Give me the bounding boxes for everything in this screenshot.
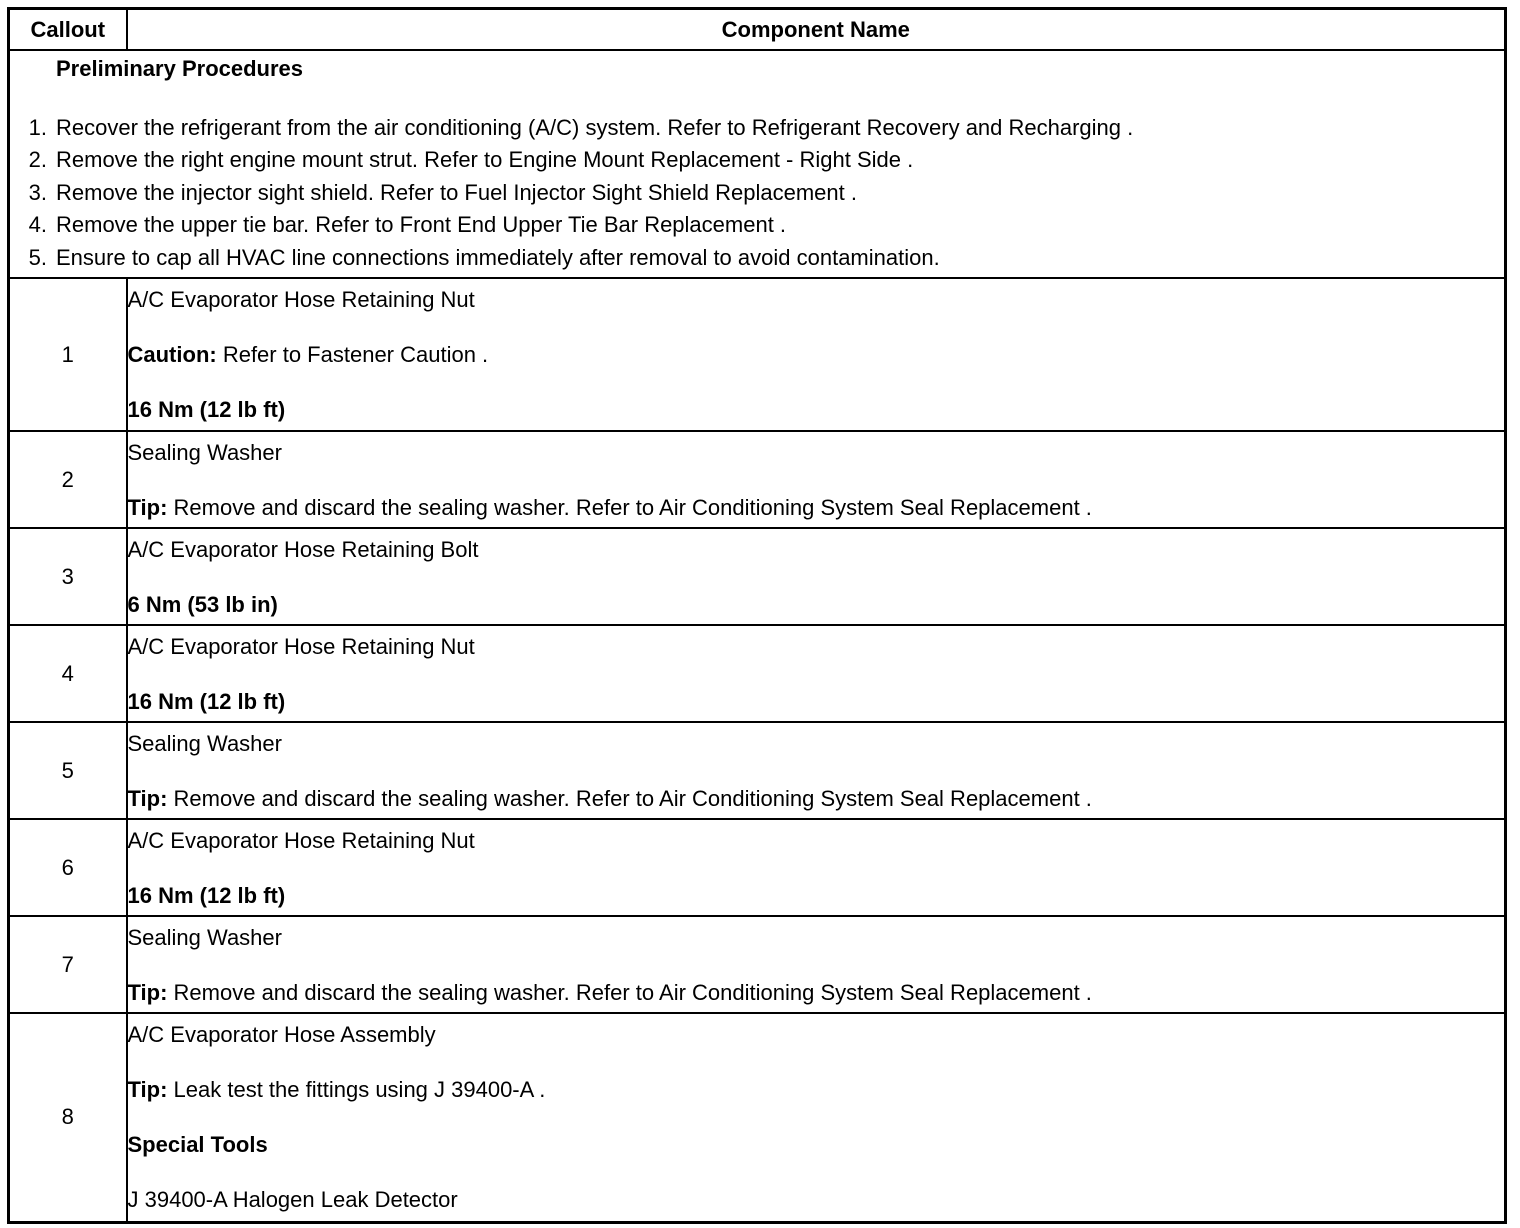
callout-number: 8 — [9, 1013, 127, 1222]
component-name: A/C Evaporator Hose Retaining Nut — [127, 633, 475, 659]
step-number: 3. — [28, 179, 47, 205]
tip-note — [128, 785, 1505, 812]
table-row — [9, 278, 1506, 431]
tip-label: Tip: — [127, 979, 168, 1005]
component-cell — [127, 722, 1506, 819]
torque-spec — [128, 688, 1505, 715]
torque-spec — [128, 591, 1505, 618]
tip-label: Tip: — [127, 494, 168, 520]
step-number: 1. — [28, 114, 47, 140]
tip-label: Tip: — [127, 785, 168, 811]
component-cell — [127, 1013, 1506, 1222]
step-number: 4. — [28, 212, 47, 238]
special-tool-item: J 39400-A Halogen Leak Detector — [127, 1187, 458, 1213]
component-name: A/C Evaporator Hose Assembly — [127, 1022, 436, 1048]
tip-label: Tip: — [127, 1077, 168, 1103]
torque-value: 6 Nm (53 lb in) — [127, 591, 278, 617]
component-name: A/C Evaporator Hose Retaining Nut — [127, 287, 475, 312]
tip-note — [128, 1076, 1505, 1103]
special-tools-heading — [128, 1131, 1505, 1158]
torque-spec — [128, 396, 1505, 423]
caution-note — [128, 341, 1505, 368]
list-item — [10, 177, 1504, 210]
preliminary-procedures — [9, 50, 1506, 278]
header-row — [9, 9, 1506, 51]
tip-text: Remove and discard the sealing washer. Refer to Air Conditioning System Seal Replacement . — [167, 979, 1092, 1005]
callout-number: 6 — [9, 819, 127, 916]
component-table — [7, 7, 1507, 1224]
tip-note — [128, 979, 1505, 1006]
caution-text: Refer to Fastener Caution . — [216, 342, 489, 367]
table-row — [9, 528, 1506, 625]
tip-text: Remove and discard the sealing washer. Refer to Air Conditioning System Seal Replacement . — [167, 494, 1092, 520]
torque-value: 16 Nm (12 lb ft) — [127, 882, 286, 908]
preliminary-steps — [10, 112, 1504, 275]
step-text: Remove the upper tie bar. Refer to Front End Upper Tie Bar Replacement . — [56, 212, 787, 238]
list-item — [10, 242, 1504, 275]
component-cell — [127, 819, 1506, 916]
step-number: 2. — [28, 147, 47, 173]
torque-value: 16 Nm (12 lb ft) — [127, 397, 286, 422]
callout-number: 3 — [9, 528, 127, 625]
tip-text: Leak test the fittings using J 39400-A . — [167, 1077, 546, 1103]
table-row — [9, 819, 1506, 916]
component-name: Sealing Washer — [127, 924, 282, 950]
callout-number: 5 — [9, 722, 127, 819]
callout-number: 7 — [9, 916, 127, 1013]
component-name-header: Component Name — [127, 9, 1506, 51]
tip-note — [128, 494, 1505, 521]
step-number: 5. — [28, 244, 47, 270]
component-name: A/C Evaporator Hose Retaining Nut — [127, 827, 475, 853]
list-item — [10, 112, 1504, 145]
component-cell — [127, 431, 1506, 528]
callout-header: Callout — [9, 9, 127, 51]
step-text: Remove the right engine mount strut. Refer to Engine Mount Replacement - Right Side . — [56, 147, 914, 173]
caution-label: Caution: — [127, 342, 217, 367]
component-cell — [127, 916, 1506, 1013]
torque-value: 16 Nm (12 lb ft) — [127, 688, 286, 714]
table-row — [9, 431, 1506, 528]
list-item — [10, 144, 1504, 177]
table-row — [9, 916, 1506, 1013]
table-row — [9, 625, 1506, 722]
tip-text: Remove and discard the sealing washer. Refer to Air Conditioning System Seal Replacement . — [167, 785, 1092, 811]
step-text: Remove the injector sight shield. Refer to Fuel Injector Sight Shield Replacement . — [56, 179, 857, 205]
component-cell — [127, 625, 1506, 722]
table-row — [9, 1013, 1506, 1222]
torque-spec — [128, 882, 1505, 909]
component-name: Sealing Washer — [127, 730, 282, 756]
callout-number: 2 — [9, 431, 127, 528]
component-cell — [127, 528, 1506, 625]
component-cell — [127, 278, 1506, 431]
table-row — [9, 722, 1506, 819]
component-name: A/C Evaporator Hose Retaining Bolt — [127, 536, 479, 562]
component-name: Sealing Washer — [127, 439, 282, 465]
callout-number: 4 — [9, 625, 127, 722]
step-text: Ensure to cap all HVAC line connections immediately after removal to avoid contamination. — [56, 244, 940, 270]
step-text: Recover the refrigerant from the air conditioning (A/C) system. Refer to Refrigerant Recovery and Recharging . — [56, 114, 1134, 140]
callout-number: 1 — [9, 278, 127, 431]
list-item — [10, 209, 1504, 242]
special-tools-title: Special Tools — [127, 1132, 268, 1158]
preliminary-title: Preliminary Procedures — [56, 55, 304, 81]
preliminary-row — [9, 50, 1506, 278]
